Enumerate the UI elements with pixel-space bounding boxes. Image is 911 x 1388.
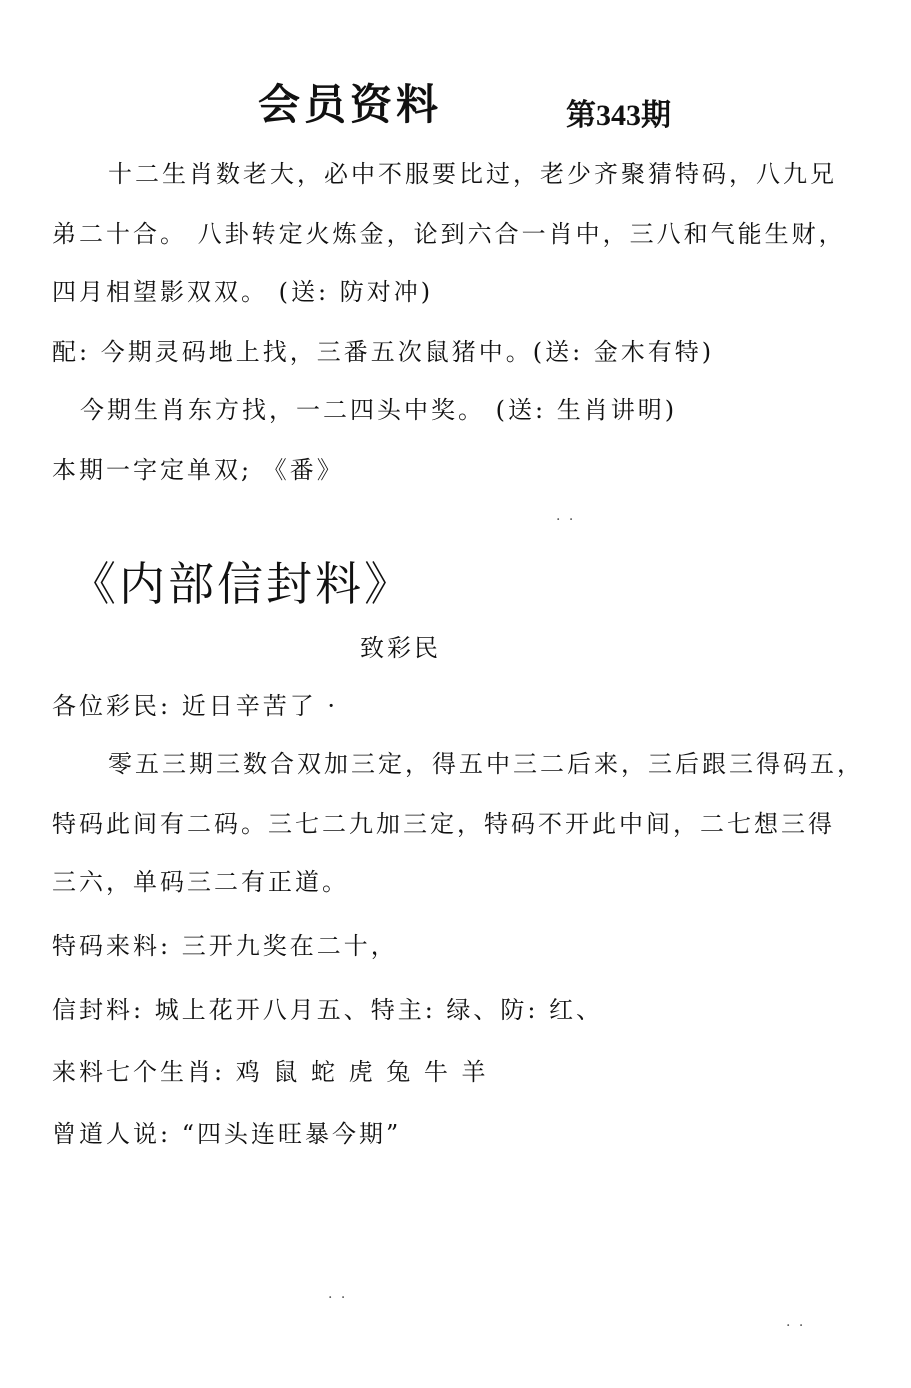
scan-dots-bottom: · · bbox=[328, 1290, 348, 1306]
section2-line-4: 三六，单码三二有正道。 bbox=[52, 868, 349, 896]
scan-dots-corner: · · bbox=[786, 1318, 806, 1334]
section1-line-3: 四月相望影双双。 (送: 防对冲) bbox=[52, 278, 434, 306]
section2-line-6: 信封料: 城上花开八月五、特主: 绿、防: 红、 bbox=[52, 996, 604, 1024]
section2-title: 《内部信封料》 bbox=[70, 557, 413, 611]
section1-line-4: 配: 今期灵码地上找，三番五次鼠猪中。(送: 金木有特) bbox=[52, 338, 715, 366]
section2-line-1: 各位彩民: 近日辛苦了 · bbox=[52, 692, 338, 720]
section1-line-1: 十二生肖数老大，必中不服要比过，老少齐聚猜特码，八九兄 bbox=[108, 160, 837, 188]
section2-line-3: 特码此间有二码。三七二九加三定，特码不开此中间，二七想三得 bbox=[52, 810, 835, 838]
section2-subtitle: 致彩民 bbox=[360, 634, 441, 662]
section1-line-6: 本期一字定单双; 《番》 bbox=[52, 456, 344, 484]
section2-line-7: 来料七个生肖: 鸡 鼠 蛇 虎 兔 牛 羊 bbox=[52, 1058, 489, 1086]
section1-line-5: 今期生肖东方找，一二四头中奖。 (送: 生肖讲明) bbox=[80, 396, 678, 424]
section1-line-2: 弟二十合。 八卦转定火炼金，论到六合一肖中，三八和气能生财， bbox=[52, 220, 846, 248]
section2-line-8: 曾道人说: “四头连旺暴今期” bbox=[52, 1120, 402, 1148]
page-title: 会员资料 bbox=[258, 80, 443, 129]
section2-line-2: 零五三期三数合双加三定，得五中三二后来，三后跟三得码五， bbox=[108, 750, 864, 778]
issue-number: 第343期 bbox=[566, 99, 671, 132]
section2-line-5: 特码来料: 三开九奖在二十， bbox=[52, 932, 398, 960]
scan-dots: · · bbox=[556, 512, 576, 528]
